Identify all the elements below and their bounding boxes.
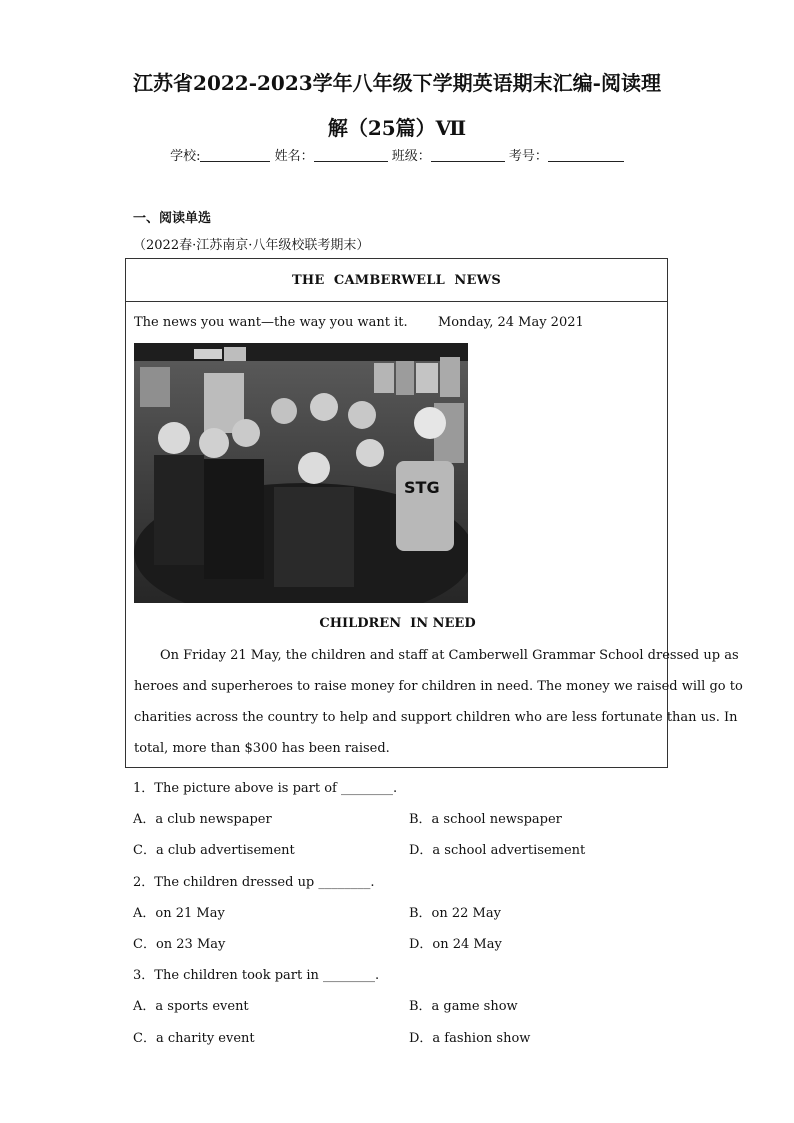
question-2-option-d[interactable]: D．on 24 May xyxy=(409,937,502,952)
question-1-option-c[interactable]: C．a club advertisement xyxy=(133,843,295,858)
question-1-stem: 1．The picture above is part of ________. xyxy=(133,781,398,796)
name-label: 姓名： xyxy=(274,149,314,164)
school-blank[interactable] xyxy=(200,147,270,162)
question-1-option-d[interactable]: D．a school advertisement xyxy=(409,843,586,858)
document-title-line-2: 解（25篇）Ⅶ xyxy=(327,116,467,140)
name-blank[interactable] xyxy=(314,147,388,162)
newspaper-masthead: THE CAMBERWELL NEWS xyxy=(126,259,667,302)
question-3-option-b[interactable]: B．a game show xyxy=(409,999,518,1014)
question-1-option-a[interactable]: A．a club newspaper xyxy=(133,812,272,827)
question-3-stem: 3．The children took part in ________. xyxy=(133,968,380,983)
question-2-option-a[interactable]: A．on 21 May xyxy=(133,906,225,921)
article-line: heroes and superheroes to raise money for children in need. The money we raised will go to xyxy=(134,679,743,694)
article-title: CHILDREN IN NEED xyxy=(319,616,476,631)
section-heading: 一、阅读单选 xyxy=(133,211,212,226)
question-1-option-b[interactable]: B．a school newspaper xyxy=(409,812,562,827)
newspaper-slogan: The news you want—the way you want it. xyxy=(134,315,408,330)
newspaper-date: Monday, 24 May 2021 xyxy=(438,315,584,330)
document-title-line-1: 江苏省2022-2023学年八年级下学期英语期末汇编-阅读理 xyxy=(133,71,661,95)
question-2-stem: 2．The children dressed up ________. xyxy=(133,875,375,890)
exam-number-label: 考号： xyxy=(508,149,548,164)
group-photo-image xyxy=(134,343,468,603)
class-label: 班级： xyxy=(391,149,431,164)
question-3-option-a[interactable]: A．a sports event xyxy=(133,999,249,1014)
question-2-option-b[interactable]: B．on 22 May xyxy=(409,906,501,921)
question-3-option-c[interactable]: C．a charity event xyxy=(133,1031,255,1046)
newspaper-box xyxy=(125,258,743,768)
question-3-option-d[interactable]: D．a fashion show xyxy=(409,1031,531,1046)
photo-shirt-text: STG xyxy=(404,478,440,497)
article-line: charities across the country to help and support children who are less fortunate than us. In xyxy=(134,710,738,725)
school-label: 学校: xyxy=(170,149,201,164)
article-line: On Friday 21 May, the children and staff at Camberwell Grammar School dressed up as xyxy=(160,648,739,663)
article-line: total, more than $300 has been raised. xyxy=(134,741,390,756)
question-2-option-c[interactable]: C．on 23 May xyxy=(133,937,226,952)
question-source: （2022春·江苏南京·八年级校联考期末） xyxy=(133,238,370,253)
student-info-row xyxy=(0,145,794,164)
class-blank[interactable] xyxy=(431,147,505,162)
exam-number-blank[interactable] xyxy=(548,147,624,162)
news-photo xyxy=(134,343,468,603)
